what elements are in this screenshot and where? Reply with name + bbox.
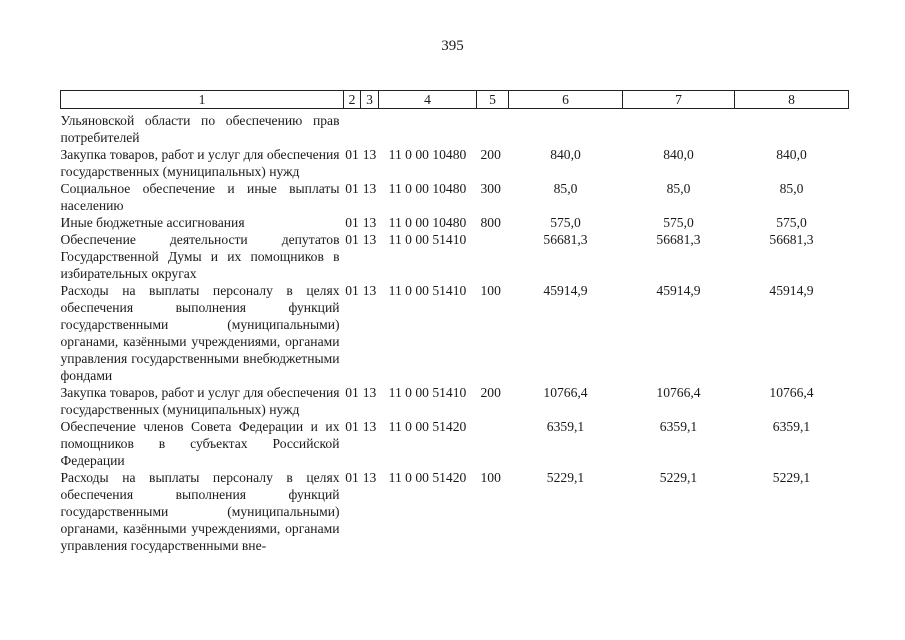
amount-col-6: 840,0 bbox=[550, 147, 581, 162]
subsection-code: 13 bbox=[362, 232, 377, 247]
row-name-text: Социальное обеспечение и иные выплаты населению bbox=[60, 181, 340, 213]
table-row bbox=[61, 282, 849, 384]
row-name-text: Закупка товаров, работ и услуг для обеспечения государственных (муниципальных) нужд bbox=[60, 147, 340, 179]
target-article-code: 11 0 00 51410 bbox=[388, 385, 467, 400]
section-code: 01 bbox=[345, 147, 359, 162]
column-header-8: 8 bbox=[735, 91, 849, 109]
row-name-text: Закупка товаров, работ и услуг для обеспечения государственных (муниципальных) нужд bbox=[60, 385, 340, 417]
row-name bbox=[61, 469, 344, 554]
expense-type-code: 800 bbox=[480, 215, 501, 230]
table-row bbox=[61, 214, 849, 231]
amount-col-7: 45914,9 bbox=[656, 283, 701, 298]
table-row bbox=[61, 469, 849, 554]
amount-col-7: 5229,1 bbox=[659, 470, 698, 485]
section-code: 01 bbox=[345, 283, 359, 298]
subsection-code: 13 bbox=[362, 419, 377, 434]
column-header-7: 7 bbox=[623, 91, 735, 109]
subsection-code: 13 bbox=[362, 385, 377, 400]
section-code: 01 bbox=[345, 470, 359, 485]
row-name-text: Расходы на выплаты персоналу в целях обеспечения выполнения функций государственными (муниципальными) органами, казёнными учреждениями, органами управления государственными вне- bbox=[60, 470, 340, 553]
expense-type-code: 100 bbox=[480, 470, 501, 485]
table-row bbox=[61, 384, 849, 418]
row-name bbox=[61, 231, 344, 282]
header-row bbox=[61, 91, 849, 109]
table-row bbox=[61, 418, 849, 469]
row-name bbox=[61, 418, 344, 469]
section-code: 01 bbox=[345, 215, 359, 230]
amount-col-7: 6359,1 bbox=[659, 419, 698, 434]
subsection-code: 13 bbox=[362, 147, 377, 162]
target-article-code: 11 0 00 10480 bbox=[388, 147, 467, 162]
target-article-code: 11 0 00 10480 bbox=[388, 215, 467, 230]
amount-col-7: 10766,4 bbox=[656, 385, 701, 400]
column-header-5: 5 bbox=[477, 91, 509, 109]
subsection-code: 13 bbox=[362, 181, 377, 196]
amount-col-6: 56681,3 bbox=[543, 232, 588, 247]
amount-col-8: 840,0 bbox=[776, 147, 807, 162]
amount-col-6: 85,0 bbox=[553, 181, 578, 196]
target-article-code bbox=[379, 109, 477, 147]
column-header-2: 2 bbox=[344, 91, 361, 109]
amount-col-7: 840,0 bbox=[663, 147, 694, 162]
amount-col-8: 56681,3 bbox=[769, 232, 814, 247]
column-header-1: 1 bbox=[61, 91, 344, 109]
table-row bbox=[61, 180, 849, 214]
row-name bbox=[61, 109, 344, 147]
expense-type-code: 100 bbox=[480, 283, 501, 298]
amount-col-8: 45914,9 bbox=[769, 283, 814, 298]
table-row bbox=[61, 231, 849, 282]
budget-table bbox=[60, 90, 849, 554]
amount-col-6: 575,0 bbox=[550, 215, 581, 230]
row-name-text: Иные бюджетные ассигнования bbox=[60, 215, 245, 230]
target-article-code: 11 0 00 51420 bbox=[388, 419, 467, 434]
amount-col-8: 575,0 bbox=[776, 215, 807, 230]
expense-type-code: 300 bbox=[480, 181, 501, 196]
column-header-4: 4 bbox=[379, 91, 477, 109]
column-header-6: 6 bbox=[509, 91, 623, 109]
row-name bbox=[61, 282, 344, 384]
expense-type-code: 200 bbox=[480, 385, 501, 400]
amount-col-8: 10766,4 bbox=[769, 385, 814, 400]
row-name bbox=[61, 384, 344, 418]
page-number: 395 bbox=[441, 38, 464, 54]
subsection-code: 13 bbox=[362, 470, 377, 485]
expense-type-code: 200 bbox=[480, 147, 501, 162]
table-row bbox=[61, 109, 849, 147]
amount-col-8 bbox=[735, 109, 849, 147]
amount-col-7: 575,0 bbox=[663, 215, 694, 230]
amount-col-7: 56681,3 bbox=[656, 232, 701, 247]
amount-col-6 bbox=[509, 109, 623, 147]
subsection-code bbox=[361, 109, 379, 147]
amount-col-8: 6359,1 bbox=[772, 419, 811, 434]
amount-col-6: 6359,1 bbox=[546, 419, 585, 434]
column-header-3: 3 bbox=[361, 91, 379, 109]
section-code: 01 bbox=[345, 181, 359, 196]
amount-col-7 bbox=[623, 109, 735, 147]
amount-col-6: 45914,9 bbox=[543, 283, 588, 298]
amount-col-8: 5229,1 bbox=[772, 470, 811, 485]
expense-type-code bbox=[477, 418, 509, 469]
amount-col-8: 85,0 bbox=[779, 181, 804, 196]
row-name bbox=[61, 214, 344, 231]
target-article-code: 11 0 00 51420 bbox=[388, 470, 467, 485]
row-name bbox=[61, 146, 344, 180]
row-name-text: Обеспечение членов Совета Федерации и их помощников в субъектах Российской Федерации bbox=[60, 419, 340, 468]
subsection-code: 13 bbox=[362, 215, 377, 230]
expense-type-code bbox=[477, 109, 509, 147]
section-code bbox=[344, 109, 361, 147]
row-name-text: Расходы на выплаты персоналу в целях обеспечения выполнения функций государственными (муниципальными) органами, казёнными учреждениями, органами управления государственными внебюджетными фондами bbox=[60, 283, 340, 383]
target-article-code: 11 0 00 10480 bbox=[388, 181, 467, 196]
subsection-code: 13 bbox=[362, 283, 377, 298]
table-row bbox=[61, 146, 849, 180]
amount-col-7: 85,0 bbox=[666, 181, 691, 196]
row-name-text: Ульяновской области по обеспечению прав потребителей bbox=[60, 113, 340, 145]
row-name-text: Обеспечение деятельности депутатов Государственной Думы и их помощников в избирательных округах bbox=[60, 232, 340, 281]
expense-type-code bbox=[477, 231, 509, 282]
section-code: 01 bbox=[345, 385, 359, 400]
section-code: 01 bbox=[345, 419, 359, 434]
target-article-code: 11 0 00 51410 bbox=[388, 283, 467, 298]
target-article-code: 11 0 00 51410 bbox=[388, 232, 467, 247]
section-code: 01 bbox=[345, 232, 359, 247]
amount-col-6: 10766,4 bbox=[543, 385, 588, 400]
amount-col-6: 5229,1 bbox=[546, 470, 585, 485]
row-name bbox=[61, 180, 344, 214]
